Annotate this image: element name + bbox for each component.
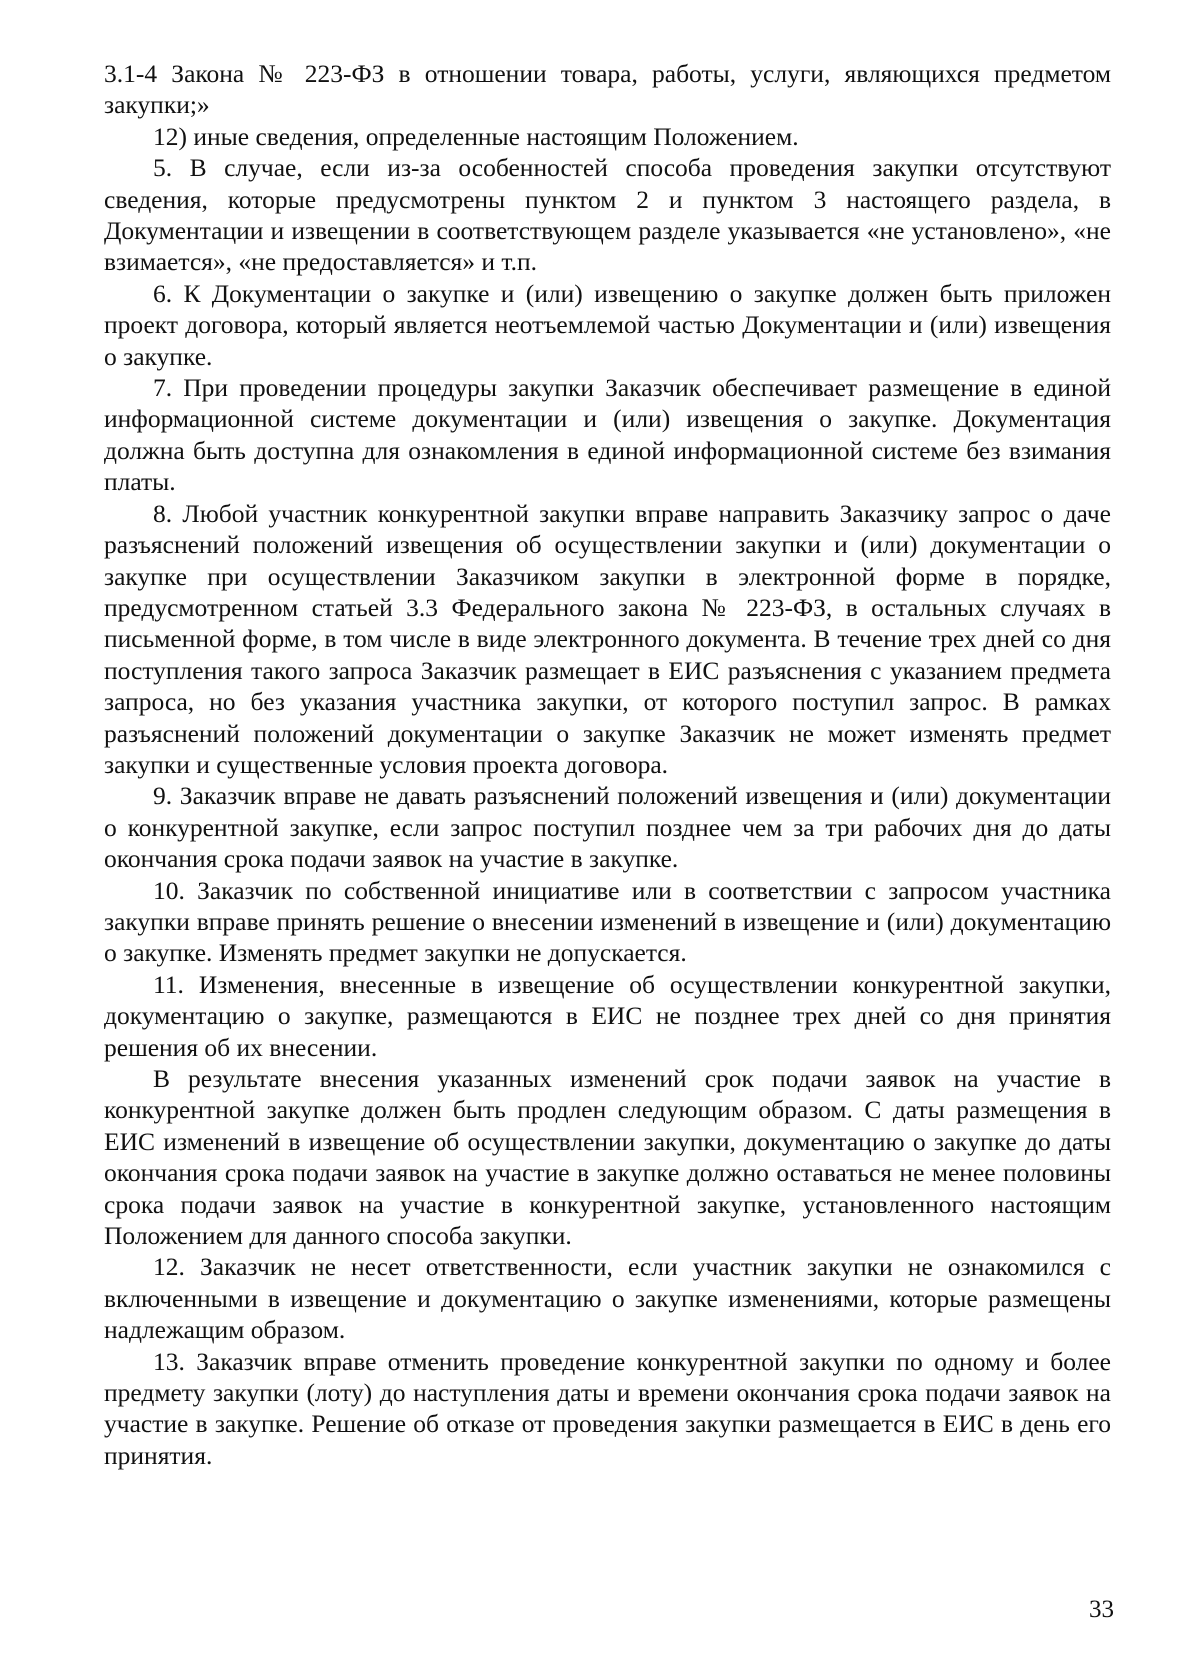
paragraph-7: 7. При проведении процедуры закупки Заказчик обеспечивает размещение в единой информационной системе документации и (или) извещения о закупке. Документация должна быть доступна для ознакомления в единой информационной системе без взимания платы.: [104, 373, 1111, 497]
page-number: 33: [1089, 1596, 1114, 1623]
paragraph-item-12: 12) иные сведения, определенные настоящим Положением.: [153, 121, 799, 151]
paragraph-12: 12. Заказчик не несет ответственности, если участник закупки не ознакомился с включенными в извещение и документацию о закупке изменениями, которые размещены надлежащим образом.: [104, 1252, 1111, 1345]
paragraph-6: 6. К Документации о закупке и (или) извещению о закупке должен быть приложен проект договора, который является неотъемлемой частью Документации и (или) извещения о закупке.: [104, 278, 1111, 371]
paragraph-8: 8. Любой участник конкурентной закупки вправе направить Заказчику запрос о даче разъяснений положений извещения об осуществлении закупки и (или) документации о закупке при осуществлении Заказчиком закупки в электронной форме в порядке, предусмотренном статьей 3.3 Федерального закона № 223-ФЗ, в остальных случаях в письменной форме, в том числе в виде электронного документа. В течение трех дней со дня поступления такого запроса Заказчик размещает в ЕИС разъяснения с указанием предмета запроса, но без указания участника закупки, от которого поступил запрос. В рамках разъяснений положений документации о закупке Заказчик не может изменять предмет закупки и существенные условия проекта договора.: [104, 498, 1111, 779]
paragraph-continuation: 3.1-4 Закона № 223-ФЗ в отношении товара, работы, услуги, являющихся предметом закупки;»: [104, 59, 1111, 120]
paragraph-5: 5. В случае, если из-за особенностей способа проведения закупки отсутствуют сведения, которые предусмотрены пунктом 2 и пунктом 3 настоящего раздела, в Документации и извещении в соответствующем разделе указывается «не установлено», «не взимается», «не предоставляется» и т.п.: [104, 153, 1111, 277]
paragraph-9: 9. Заказчик вправе не давать разъяснений положений извещения и (или) документации о конкурентной закупке, если запрос поступил позднее чем за три рабочих дня до даты окончания срока подачи заявок на участие в закупке.: [104, 781, 1111, 874]
paragraph-11: 11. Изменения, внесенные в извещение об осуществлении конкурентной закупки, документацию о закупке, размещаются в ЕИС не позднее трех дней со дня принятия решения об их внесении.: [104, 969, 1111, 1062]
paragraph-13: 13. Заказчик вправе отменить проведение конкурентной закупки по одному и более предмету закупки (лоту) до наступления даты и времени окончания срока подачи заявок на участие в закупке. Решение об отказе от проведения закупки размещается в ЕИС в день его принятия.: [104, 1346, 1111, 1470]
paragraph-11-continuation: В результате внесения указанных изменений срок подачи заявок на участие в конкурентной закупке должен быть продлен следующим образом. С даты размещения в ЕИС изменений в извещение об осуществлении закупки, документацию о закупке до даты окончания срока подачи заявок на участие в закупке должно оставаться не менее половины срока подачи заявок на участие в конкурентной закупке, установленного настоящим Положением для данного способа закупки.: [104, 1064, 1111, 1251]
document-body: [104, 58, 1111, 1471]
paragraph-10: 10. Заказчик по собственной инициативе или в соответствии с запросом участника закупки вправе принять решение о внесении изменений в извещение и (или) документацию о закупке. Изменять предмет закупки не допускается.: [104, 875, 1111, 968]
